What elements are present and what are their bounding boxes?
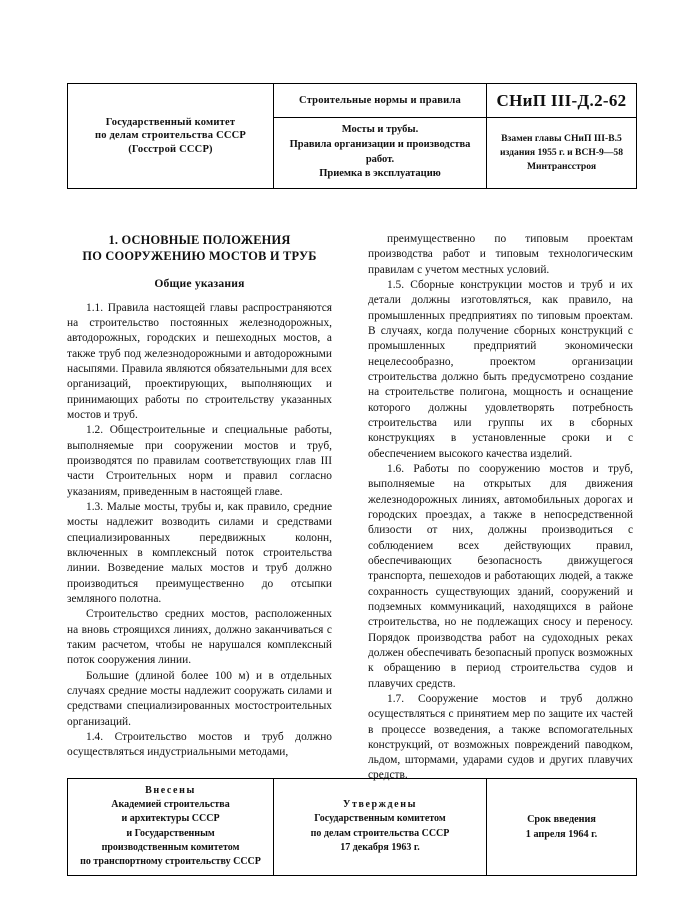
replaces-note <box>487 127 636 180</box>
document-body <box>67 232 633 782</box>
paragraph-1-4-cont: преимущественно по типовым проектам производства работ и типовым технологическим правилам с учетом местных условий. <box>368 233 633 276</box>
submitted-by-line-1: Академией строительства <box>111 799 230 811</box>
document-subject <box>274 118 486 188</box>
header-cell-doc-type <box>274 84 487 118</box>
approved-by-block <box>274 793 486 861</box>
text-column-right <box>368 232 633 784</box>
paragraph-large-bridges: Большие (длиной более 100 м) и в отдельных случаях средние мосты надлежит сооружать силами и средствами специализированных мостостроительных организаций. <box>67 669 332 728</box>
organization-line-2: по делам строительства СССР <box>94 130 247 142</box>
subject-line-3: Приемка в эксплуатацию <box>319 168 441 180</box>
submitted-by-block <box>68 779 273 875</box>
paragraph-1-2: 1.2. Общестроительные и специальные работы, выполняемые при сооружении мостов и труб, производятся по правилам соответствующих глав III части Строительных норм и правил согласно указаниям, приведенным в настоящей главе. <box>67 424 332 498</box>
header-cell-replaces <box>487 118 637 189</box>
replaces-line-1: Взамен главы СНиП III-В.5 <box>501 132 622 144</box>
subject-line-1: Мосты и трубы. <box>341 124 419 136</box>
replaces-line-3: Минтрансстроя <box>526 160 597 172</box>
submitted-by-heading: Внесены <box>145 785 196 796</box>
paragraph-1-6: 1.6. Работы по сооружению мостов и труб, выполняемые на открытых для движения железнодорожных линиях, автомобильных дорогах и городских проездах, а также в непосредственной близости от них, должны производиться с соблюдением всех действующих правил, обеспечивающих безопасность движущегося транспорта, пешеходов и работающих людей, а также сохранность существующих зданий, сооружений и подземных коммуникаций, находящихся в районе строительства, но не подлежащих сносу и переносу. Порядок производства работ на судоходных реках должен обеспечивать безопасный пропуск возможных к обращению в период строительства судов и плавучих средств. <box>368 462 633 690</box>
approved-by-date: 17 декабря 1963 г. <box>340 841 420 853</box>
paragraph-1-3: 1.3. Малые мосты, трубы и, как правило, средние мосты надлежит возводить силами и средствами специализированных передвижных колонн, включенных в комплексный поток строительства линии. Возведение малых мостов и труб должно производиться преимущественно до отсыпки земляного полотна. <box>67 501 332 606</box>
header-row-1 <box>68 84 637 118</box>
paragraph-1-4: 1.4. Строительство мостов и труб должно осуществляться индустриальными методами, <box>67 731 332 759</box>
replaces-line-2: издания 1955 г. и ВСН-9—58 <box>499 146 624 158</box>
footer-cell-effective-date <box>487 779 637 876</box>
footer-cell-submitted-by <box>68 779 274 876</box>
header-cell-code <box>487 84 637 118</box>
header-table <box>67 83 637 189</box>
approved-by-heading: Утверждены <box>343 799 417 811</box>
subsection-title: Общие указания <box>154 277 245 291</box>
text-column-left <box>67 232 332 761</box>
document-code: СНиП III-Д.2-62 <box>496 91 627 110</box>
doc-type-label: Строительные нормы и правила <box>299 95 461 107</box>
footer-table <box>67 778 637 876</box>
submitted-by-line-3: и Государственным <box>126 827 215 839</box>
paragraph-1-5: 1.5. Сборные конструкции мостов и труб и их детали должны изготовляться, как правило, на промышленных предприятиях по типовым проектам. В случаях, когда получение сборных конструкций с промышленных предприятий экономически нецелесообразно, проектом организации строительства должно быть предусмотрено создание на строительстве полигона, мощность и оснащение которого должны удовлетворять потребность строительства или группы их в сборных конструкциях в установленные сроки и с обеспечением высокого качества изделий. <box>368 278 633 460</box>
paragraph-1-1: 1.1. Правила настоящей главы распространяются на строительство постоянных железнодорожных, автодорожных, городских и пешеходных мостов, а также труб под железнодорожными и автодорожными насыпями. Правила являются обязательными для всех организаций, проектирующих, выполняющих и принимающих работы по строительству указанных мостов и труб. <box>67 301 332 422</box>
organization-line-3: (Госстрой СССР) <box>128 143 213 155</box>
header-cell-organization <box>68 84 274 189</box>
paragraph-1-3-cont: Строительство средних мостов, расположенных на вновь строящихся линиях, должно заканчиваться с таким расчетом, чтобы не нарушался комплексный поток сооружения линии. <box>67 608 332 667</box>
effective-date-block <box>487 806 636 849</box>
paragraph-1-7: 1.7. Сооружение мостов и труб должно осуществляться с принятием мер по защите их частей в процессе возведения, а также вспомогательных конструкций, от возможных повреждений паводком, льдом, штормами, ударами судов и других плавучих средств. <box>368 692 633 782</box>
submitted-by-line-5: по транспортному строительству СССР <box>80 855 261 867</box>
effective-date-label: Срок введения <box>527 813 596 825</box>
approved-by-line-2: по делам строительства СССР <box>310 827 450 839</box>
subject-line-2: Правила организации и производства работ. <box>289 138 471 165</box>
effective-date-value: 1 апреля 1964 г. <box>525 829 598 841</box>
approved-by-line-1: Государственным комитетом <box>314 813 446 825</box>
submitted-by-line-4: производственным комитетом <box>101 841 240 853</box>
submitted-by-line-2: и архитектуры СССР <box>121 813 220 825</box>
section-title-line-2: ПО СООРУЖЕНИЮ МОСТОВ И ТРУБ <box>82 249 317 264</box>
section-title-line-1: 1. ОСНОВНЫЕ ПОЛОЖЕНИЯ <box>108 233 291 247</box>
organization-line-1: Государственный комитет <box>105 117 236 129</box>
section-title <box>67 232 332 264</box>
footer-cell-approved-by <box>274 779 487 876</box>
footer-row <box>68 779 637 876</box>
header-cell-subject <box>274 118 487 189</box>
organization-name <box>68 112 273 159</box>
